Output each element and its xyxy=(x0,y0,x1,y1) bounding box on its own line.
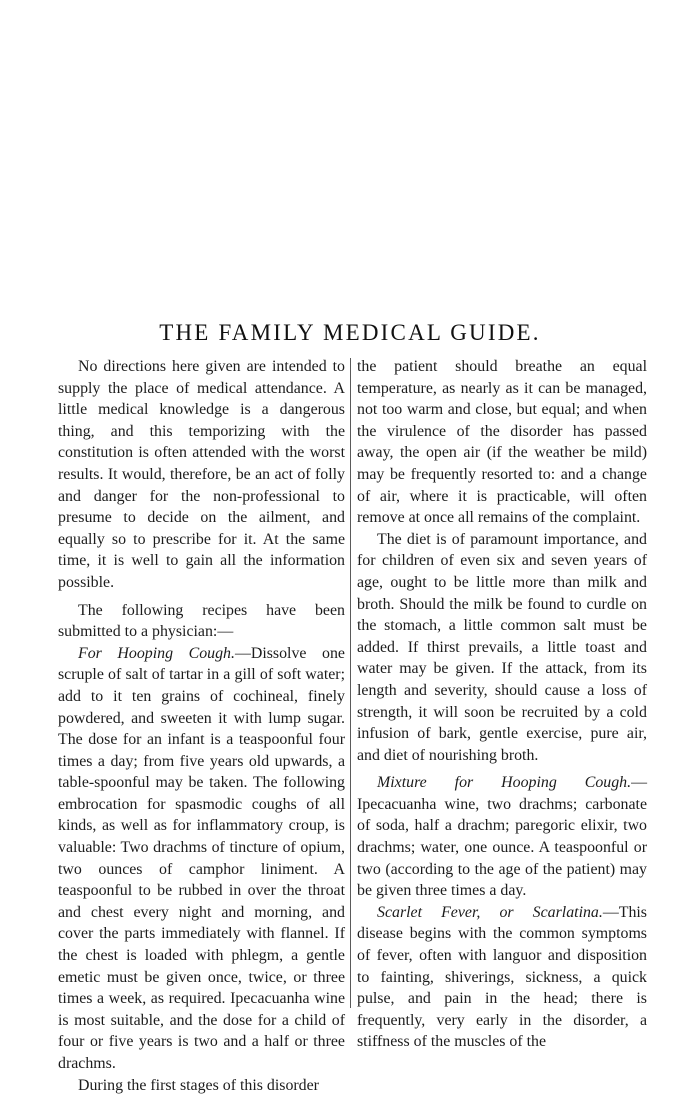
intro-paragraph-text: No directions here given are intended to supply the place of medical attendance. A little medical knowledge is a dangerous thing, and this temporizing with the constitution is often attended with the worst results. It would, therefore, be an act of folly and danger for the non-professional to presume to decide on the ailment, and equally so to prescribe for it. At the same time, it is well to gain all the information possible. xyxy=(58,358,345,591)
right-column xyxy=(357,356,647,1053)
mixture-text: —Ipecacuanha wine, two drachms; carbonate of soda, half a drachm; paregoric elixir, two drachms; water, one ounce. A teaspoonful or two (according to the age of the patient) may be given three times a day. xyxy=(357,774,647,900)
hooping-cough-paragraph xyxy=(58,643,345,1075)
first-stages-paragraph xyxy=(58,1075,345,1097)
first-stages-text: During the first stages of this disorder xyxy=(78,1076,319,1094)
intro-paragraph xyxy=(58,356,345,594)
mixture-paragraph xyxy=(357,772,647,902)
scarlet-fever-paragraph xyxy=(357,902,647,1053)
continued-paragraph-text: the patient should breathe an equal temperature, as nearly as it can be managed, not too warm and close, but equal; and when the virulence of the disorder has passed away, the open air (if the weather be mild) may be frequently resorted to: and a change of air, where it is practicable, will often remove at once all remains of the complaint. xyxy=(357,358,647,527)
diet-paragraph-text: The diet is of paramount importance, and for children of even six and seven years of age, ought to be little more than milk and broth. Should the milk be found to curdle on the stomach, a little common salt must be added. If thirst prevails, a little toast and water may be given. If the attack, from its length and severity, should cause a loss of strength, it will soon be recruited by a cold infusion of bark, gentle exercise, pure air, and diet of nourishing broth. xyxy=(357,530,647,764)
diet-paragraph xyxy=(357,529,647,767)
column-divider xyxy=(350,358,351,1008)
mixture-heading: Mixture for Hooping Cough. xyxy=(377,774,632,792)
left-column xyxy=(58,356,345,1096)
page-title: THE FAMILY MEDICAL GUIDE. xyxy=(159,320,541,346)
scarlet-fever-heading: Scarlet Fever, or Scarlatina. xyxy=(377,903,603,921)
recipes-intro-text: The following recipes have been submitted to a physician:— xyxy=(58,601,345,641)
scarlet-fever-text: —This disease begins with the common symptoms of fever, often with languor and disposition to fainting, shiverings, sickness, a quick pulse, and pain in the head; there is frequently, very early in the disorder, a stiffness of the muscles of the xyxy=(357,903,647,1051)
recipes-intro-paragraph xyxy=(58,600,345,643)
hooping-cough-heading: For Hooping Cough. xyxy=(78,644,235,662)
hooping-cough-text: —Dissolve one scruple of salt of tartar in a gill of soft water; add to it ten grains of cochineal, finely powdered, and sweeten it with lump sugar. The dose for an infant is a teaspoonful four times a day; from five years old upwards, a table-spoonful may be taken. The following embrocation for spasmodic coughs of all kinds, as well as for inflammatory croup, is valuable: Two drachms of tincture of opium, two ounces of camphor liniment. A teaspoonful to be rubbed in over the throat and chest every night and morning, and cover the parts immediately with flannel. If the chest is loaded with phlegm, a gentle emetic must be given once, twice, or three times a week, as required. Ipecacuanha wine is most suitable, and the dose for a child of four or five years is two and a half or three drachms. xyxy=(58,644,345,1072)
continued-paragraph xyxy=(357,356,647,529)
